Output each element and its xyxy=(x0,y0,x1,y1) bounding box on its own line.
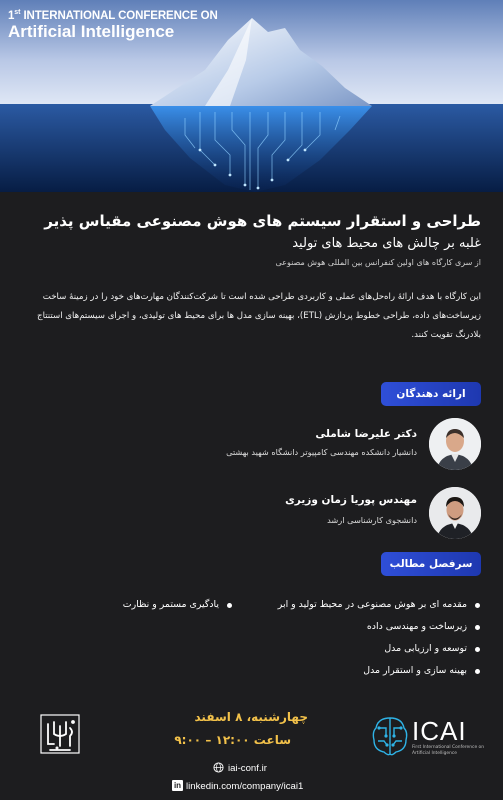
ordinal-number: 1 xyxy=(8,9,15,22)
conference-name: Artificial Intelligence xyxy=(8,22,175,41)
presenter-2-role: دانشجوی کارشناسی ارشد xyxy=(327,515,417,525)
syllabus-item: یادگیری مستمر و نظارت xyxy=(123,594,233,616)
presenters-heading: ارائه دهندگان xyxy=(381,382,481,406)
syllabus-item: بهینه سازی و استقرار مدل xyxy=(278,660,481,682)
presenter-1-avatar xyxy=(429,418,481,470)
globe-icon xyxy=(213,762,224,773)
presenter-1-role: دانشیار دانشکده مهندسی کامپیوتر دانشگاه شهید بهشتی xyxy=(226,447,417,457)
workshop-description: این کارگاه با هدف ارائهٔ راه‌حل‌های عملی و کاربردی طراحی شده است تا شرکت‌کنندگان مهارت‌های خود را در زمینهٔ ساخت زیرساخت‌های داده، طراحی خطوط پردازش (ETL)، بهینه سازی مدل ها برای محیط های تولیدی، و اجرای سیستم‌های استنتاج بلادرنگ تقویت کنند. xyxy=(37,292,481,340)
university-logo xyxy=(40,714,80,754)
conference-line xyxy=(8,9,218,22)
event-time: ساعت ۱۲:۰۰ – ۹:۰۰ xyxy=(174,733,291,747)
icai-logo-text: ICAI xyxy=(412,716,467,746)
syllabus-list-secondary xyxy=(123,594,233,616)
syllabus-item: توسعه و ارزیابی مدل xyxy=(278,638,481,660)
linkedin-icon: in xyxy=(173,781,182,790)
syllabus-item: زیرساخت و مهندسی داده xyxy=(278,616,481,638)
series-note: از سری کارگاه های اولین کنفرانس بین المللی هوش مصنوعی xyxy=(275,258,481,267)
conference-label: INTERNATIONAL CONFERENCE ON xyxy=(23,9,218,22)
hero-image xyxy=(0,0,503,192)
workshop-subtitle: غلبه بر چالش های محیط های تولید xyxy=(292,236,481,251)
brain-circuit-icon xyxy=(370,714,410,758)
presenter-2-name: مهندس پوریا زمان وزیری xyxy=(285,494,417,506)
syllabus-list-main xyxy=(278,594,481,682)
syllabus-item: مقدمه ای بر هوش مصنوعی در محیط تولید و ابر xyxy=(278,594,481,616)
event-date: چهارشنبه، ۸ اسفند xyxy=(194,710,308,724)
website-link[interactable]: iai-conf.ir xyxy=(228,763,267,774)
presenter-2-avatar xyxy=(429,487,481,539)
syllabus-heading: سرفصل مطالب xyxy=(381,552,481,576)
workshop-title: طراحی و استقرار سیستم های هوش مصنوعی مقیاس پذیر xyxy=(44,212,481,230)
linkedin-link[interactable]: linkedin.com/company/icai1 xyxy=(186,781,304,792)
ordinal-suffix: st xyxy=(14,9,21,16)
presenter-1-name: دکتر علیرضا شاملی xyxy=(315,428,417,440)
icai-logo-subtext: First International Conference on Artificial Intelligence xyxy=(412,745,485,756)
